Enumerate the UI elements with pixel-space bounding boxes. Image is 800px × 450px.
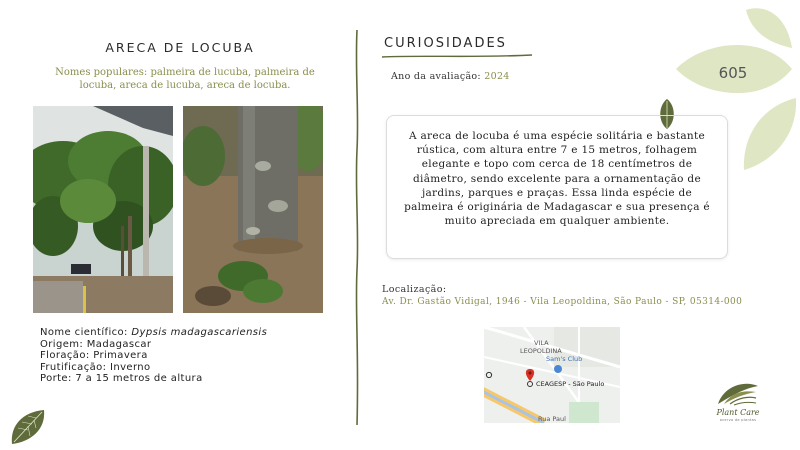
species-title: ARECA DE LOCUBA	[105, 40, 255, 55]
location-label: Localização:	[382, 284, 447, 295]
fact-flowering: Floração: Primavera	[40, 350, 148, 362]
fact-fruiting: Frutificação: Inverno	[40, 361, 151, 373]
evaluation-year: Ano da avaliação: 2024	[391, 71, 510, 82]
map-district-line2: LEOPOLDINA	[520, 347, 562, 355]
map-place-ceagesp: CEAGESP - São Paulo	[536, 380, 605, 388]
leaf-decoration-bottom-left-icon	[8, 406, 48, 446]
location-map[interactable]	[484, 327, 620, 423]
logo-tagline: acervo de plantas	[719, 418, 757, 422]
curiosities-underline	[382, 52, 532, 60]
leaf-decoration-right-icon	[742, 96, 798, 172]
palm-photo-trunk	[183, 106, 323, 313]
vertical-divider	[352, 30, 362, 425]
location-address: Av. Dr. Gastão Vidigal, 1946 - Vila Leopoldina, São Paulo - SP, 05314-000	[382, 297, 743, 307]
popular-names: Nomes populares: palmeira de lucuba, palmeira de locuba, areca de lucuba, areca de locuba.	[55, 67, 315, 91]
map-place-sams-club: Sam's Club	[546, 355, 583, 363]
curiosities-title: CURIOSIDADES	[384, 36, 507, 51]
curiosities-text: A areca de locuba é uma espécie solitária e bastante rústica, com altura entre 7 e 15 metros, folhagem elegante e topo com cerca de 18 centímetros de diâmetro, sendo excelente para a ornamentação de jardins, parques e praças. Essa linda espécie de palmeira é originária de Madagascar e sua presença é muito apreciada em qualquer ambiente.	[404, 130, 710, 228]
palm-photo-canopy	[33, 106, 173, 313]
logo-name: Plant Care	[716, 408, 760, 417]
species-number-badge: 605	[718, 64, 748, 82]
map-street-label: Rua Paul	[538, 415, 566, 423]
fact-origin: Origem: Madagascar	[40, 338, 152, 350]
species-facts	[40, 327, 267, 385]
curiosities-card	[386, 115, 728, 259]
logo-mark-icon	[714, 380, 760, 406]
map-district-line1: VILA	[534, 339, 549, 347]
fact-scientific-name: Nome científico: Dypsis madagascariensis	[40, 327, 268, 338]
plant-care-logo	[706, 380, 770, 426]
fact-size: Porte: 7 a 15 metros de altura	[40, 373, 203, 385]
